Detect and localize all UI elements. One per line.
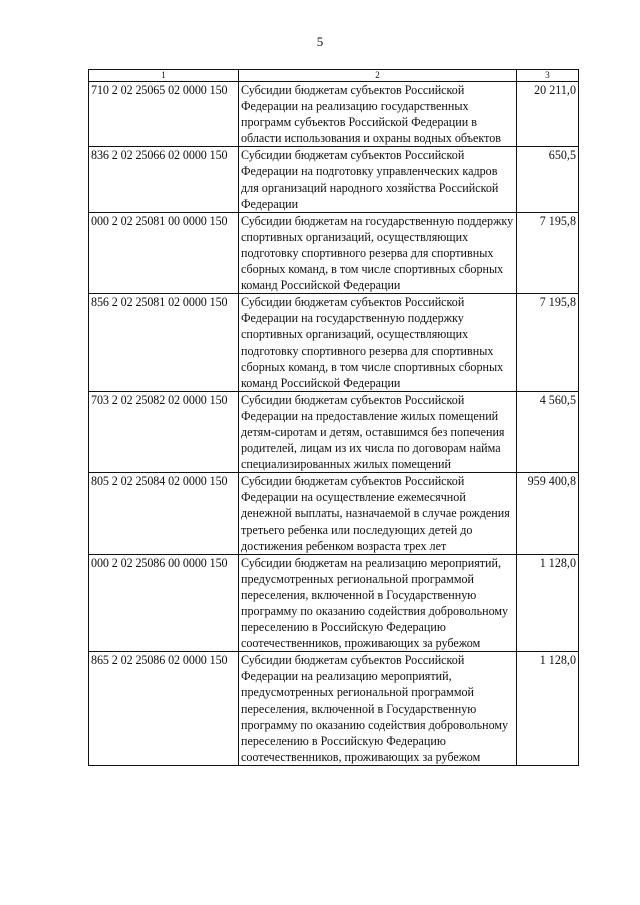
page-number: 5 <box>316 34 324 49</box>
amount-cell: 7 195,8 <box>517 294 579 392</box>
budget-revenue-table <box>88 69 579 766</box>
column-header-2: 2 <box>239 70 517 82</box>
table-row <box>89 294 579 392</box>
amount-cell: 4 560,5 <box>517 391 579 472</box>
description-cell: Субсидии бюджетам субъектов Российской Федерации на реализацию мероприятий, предусмотренных региональной программой переселения, включенной в Государственную программу по оказанию содействия добровольному переселению в Российскую Федерацию соотечественников, проживающих за рубежом <box>239 652 517 766</box>
description-cell: Субсидии бюджетам субъектов Российской Федерации на реализацию государственных программ субъектов Российской Федерации в области использования и охраны водных объектов <box>239 82 517 147</box>
amount-cell: 959 400,8 <box>517 473 579 554</box>
amount-cell: 7 195,8 <box>517 212 579 293</box>
description-cell: Субсидии бюджетам субъектов Российской Федерации на предоставление жилых помещений детям-сиротам и детям, оставшимся без попечения родителей, лицам из их числа по договорам найма специализированных жилых помещений <box>239 391 517 472</box>
table-row <box>89 652 579 766</box>
table-row <box>89 82 579 147</box>
table-row <box>89 473 579 554</box>
description-cell: Субсидии бюджетам на реализацию мероприятий, предусмотренных региональной программой переселения, включенной в Государственную программу по оказанию содействия добровольному переселению в Российскую Федерацию соотечественников, проживающих за рубежом <box>239 554 517 652</box>
amount-cell: 1 128,0 <box>517 652 579 766</box>
description-cell: Субсидии бюджетам субъектов Российской Федерации на осуществление ежемесячной денежной выплаты, назначаемой в случае рождения третьего ребенка или последующих детей до достижения ребенком возраста трех лет <box>239 473 517 554</box>
budget-code-cell: 703 2 02 25082 02 0000 150 <box>89 391 239 472</box>
description-cell: Субсидии бюджетам субъектов Российской Федерации на подготовку управленческих кадров для организаций народного хозяйства Российской Федерации <box>239 147 517 212</box>
table-row <box>89 147 579 212</box>
column-number-row <box>89 70 579 82</box>
column-header-1: 1 <box>89 70 239 82</box>
table-row <box>89 554 579 652</box>
table-row <box>89 391 579 472</box>
amount-cell: 650,5 <box>517 147 579 212</box>
budget-code-cell: 865 2 02 25086 02 0000 150 <box>89 652 239 766</box>
amount-cell: 20 211,0 <box>517 82 579 147</box>
budget-code-cell: 000 2 02 25086 00 0000 150 <box>89 554 239 652</box>
amount-cell: 1 128,0 <box>517 554 579 652</box>
column-header-3: 3 <box>517 70 579 82</box>
table-row <box>89 212 579 293</box>
budget-code-cell: 836 2 02 25066 02 0000 150 <box>89 147 239 212</box>
description-cell: Субсидии бюджетам субъектов Российской Федерации на государственную поддержку спортивных организаций, осуществляющих подготовку спортивного резерва для спортивных сборных команд, в том числе спортивных сборных команд Российской Федерации <box>239 294 517 392</box>
budget-code-cell: 000 2 02 25081 00 0000 150 <box>89 212 239 293</box>
budget-code-cell: 856 2 02 25081 02 0000 150 <box>89 294 239 392</box>
budget-code-cell: 710 2 02 25065 02 0000 150 <box>89 82 239 147</box>
description-cell: Субсидии бюджетам на государственную поддержку спортивных организаций, осуществляющих подготовку спортивного резерва для спортивных сборных команд, в том числе спортивных сборных команд Российской Федерации <box>239 212 517 293</box>
budget-code-cell: 805 2 02 25084 02 0000 150 <box>89 473 239 554</box>
